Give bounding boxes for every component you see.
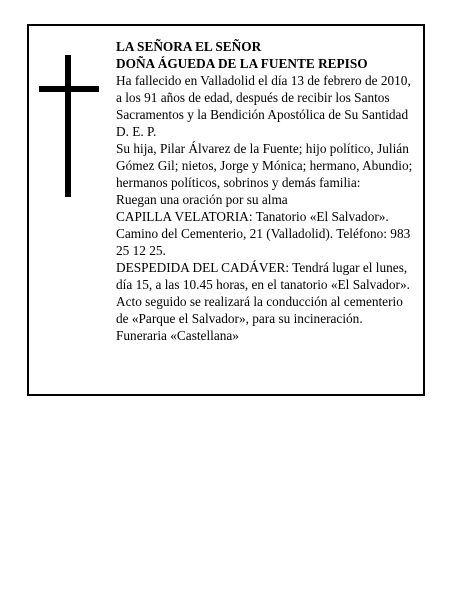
- body-line: D. E. P.: [116, 124, 157, 139]
- body-line: Funeraria «Castellana»: [116, 328, 239, 343]
- body-line: DESPEDIDA DEL CADÁVER: Tendrá lugar el lunes,: [116, 260, 408, 275]
- body-line: Acto seguido se realizará la conducción al cementerio: [116, 294, 403, 309]
- heading-line-2: DOÑA ÁGUEDA DE LA FUENTE REPISO: [116, 56, 368, 71]
- heading-line-1: LA SEÑORA EL SEÑOR: [116, 39, 262, 54]
- body-line: Ruegan una oración por su alma: [116, 192, 288, 207]
- obituary-notice: [27, 24, 425, 396]
- body-line: de «Parque el Salvador», para su incineración.: [116, 311, 363, 326]
- cross-icon: [39, 55, 99, 197]
- body-line: Camino del Cementerio, 21 (Valladolid). Teléfono: 983: [116, 226, 411, 241]
- body-line: Su hija, Pilar Álvarez de la Fuente; hijo político, Julián: [116, 141, 409, 156]
- cross-horizontal-bar: [39, 86, 99, 92]
- body-line: CAPILLA VELATORIA: Tanatorio «El Salvador».: [116, 209, 389, 224]
- body-line: hermanos políticos, sobrinos y demás familia:: [116, 175, 361, 190]
- notice-text: [116, 38, 421, 344]
- cross-vertical-bar: [65, 55, 71, 197]
- body-line: día 15, a las 10.45 horas, en el tanatorio «El Salvador».: [116, 277, 410, 292]
- body-line: Sacramentos y la Bendición Apostólica de Su Santidad: [116, 107, 409, 122]
- body-line: a los 91 años de edad, después de recibir los Santos: [116, 90, 390, 105]
- body-line: Gómez Gil; nietos, Jorge y Mónica; hermano, Abundio;: [116, 158, 413, 173]
- body-line: 25 12 25.: [116, 243, 166, 258]
- body-line: Ha fallecido en Valladolid el día 13 de febrero de 2010,: [116, 73, 411, 88]
